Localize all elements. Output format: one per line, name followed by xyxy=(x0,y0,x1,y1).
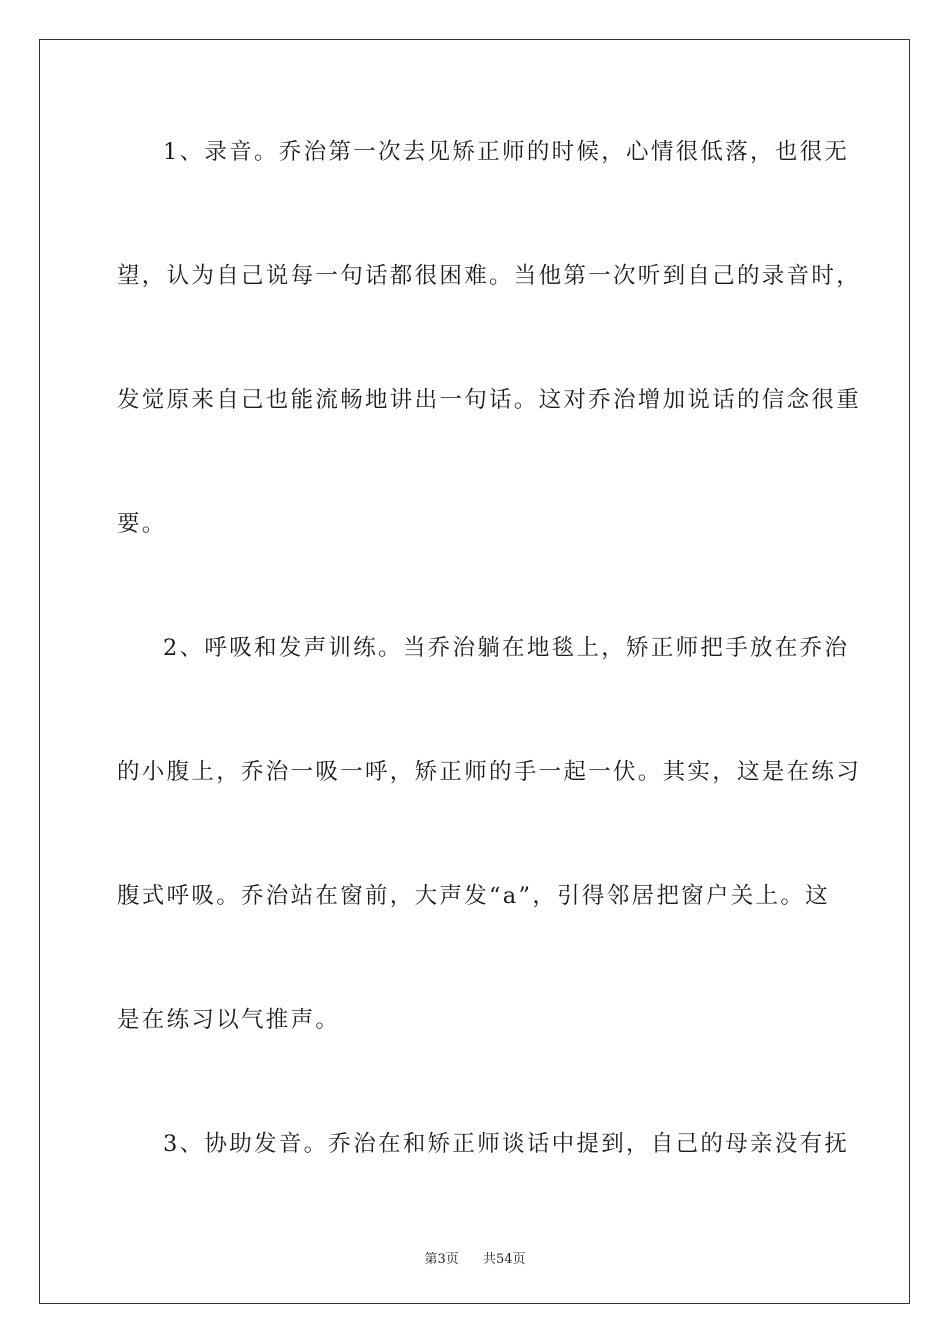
text-line: 1、录音。乔治第一次去见矫正师的时候，心情很低落，也很无 xyxy=(163,139,850,165)
text-line: 2、呼吸和发声训练。当乔治躺在地毯上，矫正师把手放在乔治 xyxy=(163,635,850,661)
text-line: 发觉原来自己也能流畅地讲出一句话。这对乔治增加说话的信念很重 xyxy=(117,387,862,413)
document-body xyxy=(117,120,862,1236)
page-number-current: 第3页 xyxy=(424,1252,459,1267)
text-line: 3、协助发音。乔治在和矫正师谈话中提到，自己的母亲没有抚 xyxy=(163,1131,850,1157)
text-line: 腹式呼吸。乔治站在窗前，大声发“a”，引得邻居把窗户关上。这 xyxy=(117,883,830,909)
text-line: 望，认为自己说每一句话都很困难。当他第一次听到自己的录音时， xyxy=(117,263,862,289)
page-number-total: 共54页 xyxy=(483,1252,526,1267)
page-footer xyxy=(0,1248,950,1267)
text-line: 要。 xyxy=(117,511,167,537)
text-line: 的小腹上，乔治一吸一呼，矫正师的手一起一伏。其实，这是在练习 xyxy=(117,759,862,785)
text-line: 是在练习以气推声。 xyxy=(117,1007,341,1033)
